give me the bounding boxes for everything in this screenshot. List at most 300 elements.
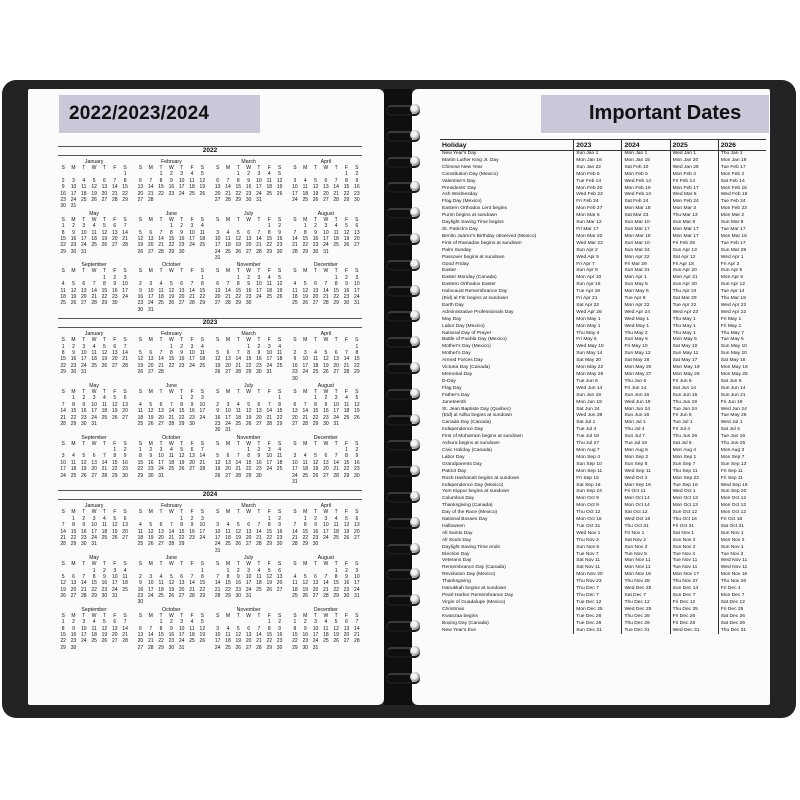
day-number: 6 bbox=[139, 625, 142, 632]
day-number: 11 bbox=[91, 625, 97, 632]
weekday-label: S bbox=[200, 388, 204, 395]
day-number: 13 bbox=[178, 287, 185, 294]
month-name: April bbox=[320, 503, 332, 510]
day-number: 12 bbox=[276, 177, 283, 184]
weekday-label: M bbox=[148, 337, 153, 344]
day-number: 19 bbox=[312, 466, 319, 473]
holiday-date: Mon Oct 12 bbox=[718, 510, 766, 517]
day-number: 15 bbox=[225, 580, 231, 587]
holiday-name: Canada Day (Canada) bbox=[442, 420, 491, 426]
day-number: 4 bbox=[226, 229, 230, 236]
holiday-date: Mon Aug 4 bbox=[670, 448, 718, 455]
day-number: 18 bbox=[292, 586, 298, 593]
day-number: 31 bbox=[111, 593, 118, 600]
holiday-date: Wed Jun 24 bbox=[718, 407, 766, 414]
day-number: 25 bbox=[137, 420, 144, 427]
day-number: 27 bbox=[333, 369, 339, 376]
day-number: 4 bbox=[200, 343, 204, 350]
day-number: 8 bbox=[334, 573, 338, 580]
weekday-label: W bbox=[169, 216, 174, 223]
day-grid bbox=[290, 217, 362, 262]
weekday-label: F bbox=[267, 268, 271, 275]
day-blank bbox=[233, 376, 243, 382]
day-number: 29 bbox=[235, 196, 242, 203]
day-number: 27 bbox=[312, 300, 319, 307]
day-blank bbox=[290, 651, 300, 657]
day-number: 1 bbox=[92, 567, 96, 574]
day-number: 4 bbox=[92, 619, 96, 626]
holiday-date: Tue Jul 1 bbox=[670, 420, 718, 427]
weekday-label: S bbox=[200, 612, 204, 619]
holiday-date: Fri Dec 25 bbox=[718, 607, 766, 614]
day-number: 19 bbox=[235, 534, 242, 541]
day-number: 20 bbox=[91, 466, 97, 473]
holiday-name: Independence Day (Mexico) bbox=[442, 482, 504, 488]
day-blank bbox=[166, 599, 176, 605]
year-heading: 2022 bbox=[58, 146, 362, 156]
day-number: 26 bbox=[168, 300, 175, 307]
day-number: 10 bbox=[189, 229, 195, 236]
day-number: 6 bbox=[180, 281, 184, 288]
holiday-name: Benito Juárez's Birthday observed (Mexico) bbox=[442, 233, 537, 239]
day-number: 8 bbox=[159, 625, 163, 632]
day-number: 1 bbox=[123, 171, 127, 178]
day-number: 27 bbox=[256, 420, 262, 427]
day-number: 8 bbox=[236, 177, 240, 184]
day-number: 20 bbox=[122, 408, 128, 415]
day-number: 17 bbox=[199, 528, 206, 535]
day-number: 17 bbox=[292, 190, 298, 197]
day-number: 13 bbox=[111, 625, 118, 632]
day-number: 3 bbox=[293, 177, 297, 184]
day-number: 18 bbox=[276, 459, 283, 466]
holiday-date: Sun Mar 8 bbox=[718, 220, 766, 227]
day-number: 29 bbox=[70, 420, 77, 427]
day-number: 25 bbox=[91, 242, 97, 249]
binding-ring bbox=[384, 646, 422, 656]
day-grid bbox=[213, 561, 285, 606]
holiday-date: Sat Apr 12 bbox=[670, 255, 718, 262]
holiday-date: Mon Aug 3 bbox=[718, 448, 766, 455]
holiday-date: Sun Apr 9 bbox=[574, 268, 622, 275]
day-number: 24 bbox=[70, 196, 77, 203]
holiday-name: Daylight Saving Time begins bbox=[442, 220, 504, 226]
day-number: 24 bbox=[189, 242, 195, 249]
important-dates-body bbox=[440, 151, 766, 635]
day-number: 4 bbox=[334, 515, 338, 522]
day-number: 23 bbox=[276, 534, 283, 541]
holiday-name: Kwanzaa begins bbox=[442, 613, 478, 619]
day-number: 12 bbox=[178, 453, 185, 460]
day-number: 16 bbox=[245, 287, 252, 294]
weekday-label: T bbox=[159, 612, 163, 619]
day-number: 25 bbox=[225, 644, 231, 651]
day-number: 22 bbox=[122, 190, 128, 197]
holiday-date: Mon Feb 16 bbox=[718, 186, 766, 193]
day-blank bbox=[156, 548, 166, 554]
weekday-label: W bbox=[246, 561, 251, 568]
day-blank bbox=[300, 548, 310, 554]
day-number: 25 bbox=[122, 586, 128, 593]
day-number: 9 bbox=[149, 453, 153, 460]
day-number: 17 bbox=[354, 287, 360, 294]
right-page-title: Important Dates bbox=[589, 102, 742, 124]
year-heading: 2024 bbox=[58, 490, 362, 500]
holiday-date: Thu Oct 16 bbox=[670, 517, 718, 524]
day-number: 12 bbox=[101, 625, 108, 632]
day-number: 31 bbox=[91, 420, 97, 427]
day-number: 10 bbox=[178, 177, 185, 184]
day-number: 30 bbox=[276, 541, 283, 548]
day-number: 9 bbox=[355, 453, 359, 460]
holiday-date: Fri May 10 bbox=[622, 344, 670, 351]
day-blank bbox=[187, 255, 197, 261]
day-number: 28 bbox=[60, 420, 66, 427]
holiday-date: Thu May 1 bbox=[670, 317, 718, 324]
day-grid bbox=[58, 389, 130, 434]
holiday-date: Sat Dec 12 bbox=[718, 600, 766, 607]
day-number: 14 bbox=[235, 356, 242, 363]
day-number: 2 bbox=[303, 619, 307, 626]
holiday-date: Thu May 4 bbox=[574, 331, 622, 338]
day-number: 6 bbox=[113, 223, 117, 230]
day-number: 17 bbox=[266, 459, 273, 466]
weekday-label: F bbox=[267, 216, 271, 223]
day-number: 13 bbox=[245, 632, 252, 639]
day-number: 17 bbox=[178, 184, 185, 191]
day-number: 8 bbox=[278, 401, 281, 408]
weekday-label: M bbox=[71, 561, 76, 568]
day-number: 30 bbox=[168, 644, 175, 651]
day-number: 20 bbox=[292, 414, 298, 421]
holiday-date: Mon Apr 10 bbox=[574, 275, 622, 282]
day-number: 19 bbox=[354, 408, 360, 415]
day-blank bbox=[264, 599, 274, 605]
holiday-date: Thu Jun 6 bbox=[622, 379, 670, 386]
weekday-label: S bbox=[123, 440, 127, 447]
holiday-date: Sun May 5 bbox=[622, 337, 670, 344]
day-number: 12 bbox=[137, 235, 144, 242]
day-blank bbox=[254, 427, 264, 433]
day-blank bbox=[79, 651, 89, 657]
binding-ring bbox=[384, 104, 422, 114]
day-number: 15 bbox=[158, 184, 164, 191]
holiday-date: Wed Apr 1 bbox=[718, 255, 766, 262]
holiday-date: Thu Sep 11 bbox=[670, 469, 718, 476]
month-calendar bbox=[213, 383, 285, 434]
day-grid bbox=[135, 165, 207, 210]
holiday-name: Remembrance Day (Canada) bbox=[442, 565, 506, 571]
holiday-name: Easter bbox=[442, 268, 457, 274]
day-number: 7 bbox=[113, 177, 117, 184]
holiday-date: Thu May 7 bbox=[718, 331, 766, 338]
day-blank bbox=[99, 548, 109, 554]
day-number: 11 bbox=[302, 459, 308, 466]
weekday-label: T bbox=[257, 165, 261, 171]
day-number: 21 bbox=[225, 294, 231, 301]
day-number: 16 bbox=[70, 632, 77, 639]
day-number: 18 bbox=[137, 414, 144, 421]
holiday-name: Martin Luther King Jr. Day bbox=[442, 157, 499, 163]
weekday-label: T bbox=[257, 440, 261, 447]
day-number: 30 bbox=[137, 599, 144, 606]
day-number: 10 bbox=[266, 453, 273, 460]
day-number: 6 bbox=[216, 281, 220, 288]
day-blank bbox=[233, 255, 243, 261]
day-number: 22 bbox=[178, 414, 185, 421]
day-number: 23 bbox=[343, 586, 350, 593]
day-number: 10 bbox=[354, 281, 360, 288]
day-number: 20 bbox=[101, 190, 108, 197]
day-number: 21 bbox=[91, 294, 97, 301]
day-number: 6 bbox=[314, 281, 317, 288]
day-blank bbox=[135, 548, 145, 554]
day-number: 19 bbox=[199, 632, 206, 639]
day-number: 31 bbox=[214, 255, 221, 262]
day-number: 30 bbox=[276, 248, 283, 255]
holiday-date: Sat Dec 26 bbox=[718, 614, 766, 621]
day-number: 21 bbox=[189, 586, 195, 593]
day-blank bbox=[110, 255, 120, 261]
day-number: 16 bbox=[292, 362, 298, 369]
holiday-date: Wed Jun 19 bbox=[622, 400, 670, 407]
day-blank bbox=[156, 255, 166, 261]
day-number: 29 bbox=[333, 300, 339, 307]
holiday-date: Mon Feb 23 bbox=[718, 206, 766, 213]
holiday-date: Thu Jun 19 bbox=[670, 400, 718, 407]
day-blank bbox=[89, 479, 99, 485]
holiday-date: Sun May 5 bbox=[622, 282, 670, 289]
day-number: 18 bbox=[158, 586, 164, 593]
weekday-label: T bbox=[334, 165, 338, 171]
holiday-date: Mon May 1 bbox=[574, 317, 622, 324]
day-number: 27 bbox=[101, 196, 108, 203]
day-number: 2 bbox=[82, 515, 86, 522]
table-row bbox=[440, 158, 766, 165]
table-row bbox=[440, 172, 766, 179]
day-number: 27 bbox=[276, 586, 283, 593]
weekday-label: T bbox=[180, 509, 184, 516]
day-number: 19 bbox=[178, 459, 185, 466]
left-page bbox=[28, 89, 384, 705]
day-blank bbox=[110, 376, 120, 382]
day-number: 2 bbox=[236, 567, 240, 574]
day-number: 5 bbox=[303, 281, 307, 288]
day-blank bbox=[264, 548, 274, 554]
table-row bbox=[440, 552, 766, 559]
day-blank bbox=[120, 479, 130, 485]
day-number: 6 bbox=[226, 349, 230, 356]
day-grid bbox=[213, 441, 285, 486]
day-number: 9 bbox=[123, 453, 127, 460]
day-number: 1 bbox=[236, 274, 240, 281]
day-number: 8 bbox=[180, 401, 184, 408]
day-number: 1 bbox=[103, 274, 106, 281]
day-number: 17 bbox=[189, 356, 195, 363]
holiday-name: Patriot Day bbox=[442, 468, 467, 474]
day-number: 17 bbox=[266, 356, 273, 363]
weekday-label: F bbox=[113, 509, 117, 516]
holiday-date: Thu May 1 bbox=[670, 324, 718, 331]
holiday-name: (Eid) al Fitr begins at sundown bbox=[442, 296, 509, 302]
day-number: 4 bbox=[92, 343, 96, 350]
table-row bbox=[440, 593, 766, 600]
day-number: 22 bbox=[235, 294, 242, 301]
day-blank bbox=[58, 307, 68, 313]
day-number: 21 bbox=[256, 638, 262, 645]
weekday-label: S bbox=[61, 440, 65, 447]
day-number: 16 bbox=[122, 459, 128, 466]
weekday-label: M bbox=[303, 612, 308, 619]
day-number: 2 bbox=[72, 223, 75, 230]
holiday-date: Mon Nov 11 bbox=[622, 558, 670, 565]
day-blank bbox=[166, 479, 176, 485]
day-number: 9 bbox=[257, 453, 261, 460]
day-number: 15 bbox=[168, 235, 175, 242]
day-number: 24 bbox=[354, 294, 360, 301]
day-number: 24 bbox=[292, 472, 298, 479]
day-number: 18 bbox=[122, 580, 128, 587]
weekday-label: S bbox=[277, 612, 282, 619]
day-number: 10 bbox=[266, 349, 273, 356]
day-number: 15 bbox=[302, 235, 308, 242]
day-blank bbox=[166, 651, 176, 657]
holiday-date: Sun Apr 16 bbox=[574, 282, 622, 289]
day-number: 6 bbox=[123, 395, 127, 402]
day-number: 19 bbox=[111, 408, 118, 415]
weekday-label: F bbox=[267, 561, 271, 568]
holiday-date: Fri May 1 bbox=[718, 317, 766, 324]
day-blank bbox=[352, 307, 362, 313]
day-number: 31 bbox=[333, 420, 339, 427]
holiday-date: Wed Oct 16 bbox=[622, 517, 670, 524]
day-number: 31 bbox=[225, 427, 231, 434]
day-number: 23 bbox=[81, 414, 87, 421]
day-number: 6 bbox=[149, 349, 153, 356]
day-number: 21 bbox=[111, 190, 118, 197]
day-number: 7 bbox=[103, 453, 106, 460]
holiday-name: Armed Forces Day bbox=[442, 358, 483, 364]
day-number: 11 bbox=[292, 287, 298, 294]
day-number: 26 bbox=[168, 593, 175, 600]
month-calendar bbox=[213, 331, 285, 382]
holiday-name: Mother's Day bbox=[442, 351, 471, 357]
holiday-date: Tue Jul 4 bbox=[574, 427, 622, 434]
day-number: 10 bbox=[147, 580, 154, 587]
day-number: 15 bbox=[235, 184, 242, 191]
day-blank bbox=[321, 376, 331, 382]
weekday-label: S bbox=[61, 165, 65, 171]
day-number: 15 bbox=[60, 235, 66, 242]
day-number: 3 bbox=[216, 522, 220, 529]
day-number: 4 bbox=[293, 573, 297, 580]
day-number: 29 bbox=[60, 248, 66, 255]
day-number: 13 bbox=[137, 632, 144, 639]
holiday-name: Easter Monday (Canada) bbox=[442, 275, 497, 281]
holiday-date: Sun Nov 2 bbox=[670, 538, 718, 545]
day-blank bbox=[331, 599, 341, 605]
day-number: 30 bbox=[70, 644, 77, 651]
day-number: 7 bbox=[226, 281, 230, 288]
day-number: 4 bbox=[92, 223, 96, 230]
table-header-row bbox=[440, 140, 766, 151]
day-number: 15 bbox=[178, 408, 185, 415]
day-number: 18 bbox=[199, 235, 206, 242]
day-number: 22 bbox=[137, 466, 144, 473]
day-number: 9 bbox=[278, 625, 281, 632]
holiday-date: Wed May 10 bbox=[574, 344, 622, 351]
day-grid bbox=[135, 613, 207, 658]
holiday-name: Good Friday bbox=[442, 261, 469, 267]
day-number: 19 bbox=[235, 242, 242, 249]
day-blank bbox=[187, 376, 197, 382]
holiday-date: Fri Oct 11 bbox=[622, 489, 670, 496]
month-name: September bbox=[81, 262, 107, 269]
weekday-label: S bbox=[61, 561, 65, 568]
weekday-label: F bbox=[267, 388, 271, 395]
day-number: 14 bbox=[343, 356, 350, 363]
day-blank bbox=[233, 427, 243, 433]
day-number: 10 bbox=[91, 401, 97, 408]
day-grid bbox=[135, 441, 207, 486]
day-blank bbox=[187, 427, 197, 433]
day-number: 7 bbox=[190, 281, 194, 288]
day-number: 30 bbox=[70, 369, 77, 376]
weekday-label: T bbox=[257, 268, 261, 275]
month-calendar bbox=[290, 262, 362, 313]
day-number: 21 bbox=[354, 632, 360, 639]
day-blank bbox=[290, 599, 300, 605]
weekday-label: S bbox=[293, 388, 297, 395]
day-number: 28 bbox=[60, 541, 66, 548]
day-blank bbox=[352, 548, 362, 554]
weekday-label: F bbox=[113, 388, 117, 395]
weekday-label: T bbox=[236, 337, 240, 344]
day-number: 15 bbox=[158, 632, 164, 639]
holiday-name: Yom Kippur begins at sundown bbox=[442, 489, 510, 495]
day-number: 15 bbox=[245, 459, 252, 466]
left-page-title-box bbox=[59, 95, 260, 133]
day-blank bbox=[341, 307, 351, 313]
day-blank bbox=[187, 203, 197, 209]
day-blank bbox=[146, 548, 156, 554]
holiday-name: Veterans Day bbox=[442, 558, 472, 564]
day-blank bbox=[213, 376, 223, 382]
weekday-label: T bbox=[82, 268, 86, 275]
day-number: 15 bbox=[302, 528, 308, 535]
day-number: 12 bbox=[276, 281, 283, 288]
weekday-label: M bbox=[148, 388, 153, 395]
day-blank bbox=[187, 651, 197, 657]
holiday-name: Columbus Day bbox=[442, 496, 475, 502]
day-number: 25 bbox=[81, 196, 87, 203]
holiday-date: Mon Apr 22 bbox=[622, 303, 670, 310]
day-number: 17 bbox=[122, 287, 128, 294]
holiday-date: Tue Apr 14 bbox=[718, 289, 766, 296]
day-blank bbox=[110, 307, 120, 313]
day-number: 15 bbox=[60, 632, 66, 639]
day-number: 22 bbox=[276, 414, 283, 421]
day-number: 19 bbox=[168, 586, 175, 593]
holiday-date: Tue Feb 17 bbox=[718, 165, 766, 172]
holiday-date: Wed May 1 bbox=[622, 324, 670, 331]
day-number: 17 bbox=[214, 242, 221, 249]
day-blank bbox=[254, 599, 264, 605]
day-number: 23 bbox=[189, 414, 195, 421]
day-number: 2 bbox=[314, 515, 317, 522]
day-number: 20 bbox=[225, 466, 231, 473]
day-blank bbox=[300, 255, 310, 261]
